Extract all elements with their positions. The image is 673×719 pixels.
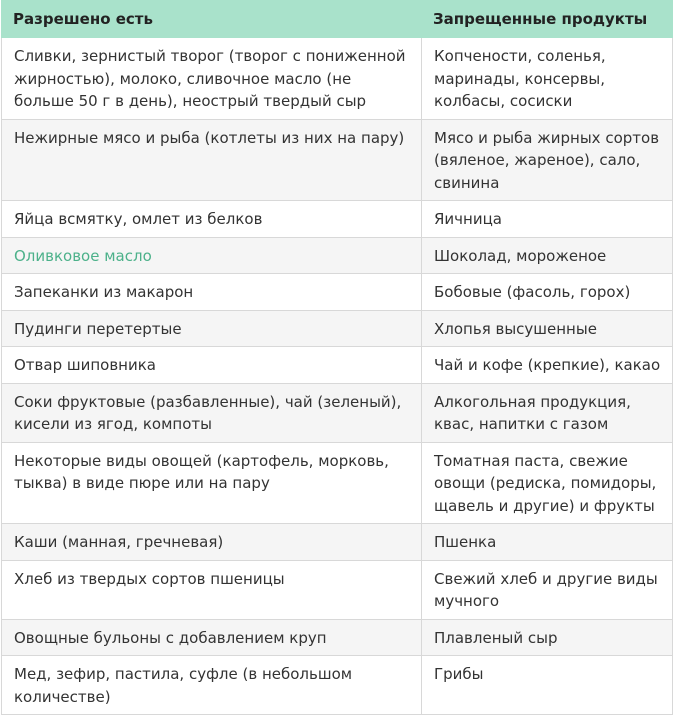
forbidden-cell: Пшенка bbox=[422, 524, 673, 561]
table-row bbox=[2, 201, 673, 238]
table-row bbox=[2, 237, 673, 274]
allowed-cell: Запеканки из макарон bbox=[2, 274, 422, 311]
header-forbidden: Запрещенные продукты bbox=[422, 1, 673, 38]
allowed-cell: Сливки, зернистый творог (творог с пониженной жирностью), молоко, сливочное масло (не больше 50 г в день), неострый твердый сыр bbox=[2, 38, 422, 120]
allowed-cell: Яйца всмятку, омлет из белков bbox=[2, 201, 422, 238]
allowed-cell: Соки фруктовые (разбавленные), чай (зеленый), кисели из ягод, компоты bbox=[2, 383, 422, 442]
forbidden-cell: Алкогольная продукция, квас, напитки с газом bbox=[422, 383, 673, 442]
table-row bbox=[2, 274, 673, 311]
forbidden-cell: Шоколад, мороженое bbox=[422, 237, 673, 274]
allowed-cell: Мед, зефир, пастила, суфле (в небольшом количестве) bbox=[2, 656, 422, 715]
table-row bbox=[2, 619, 673, 656]
forbidden-cell: Чай и кофе (крепкие), какао bbox=[422, 347, 673, 384]
forbidden-cell: Томатная паста, свежие овощи (редиска, помидоры, щавель и другие) и фрукты bbox=[422, 442, 673, 524]
olive-oil-link[interactable]: Оливковое масло bbox=[14, 246, 152, 265]
forbidden-cell: Свежий хлеб и другие виды мучного bbox=[422, 560, 673, 619]
forbidden-cell: Яичница bbox=[422, 201, 673, 238]
forbidden-cell: Бобовые (фасоль, горох) bbox=[422, 274, 673, 311]
forbidden-cell: Плавленый сыр bbox=[422, 619, 673, 656]
diet-table bbox=[1, 0, 673, 715]
allowed-cell: Каши (манная, гречневая) bbox=[2, 524, 422, 561]
table-header-row bbox=[2, 1, 673, 38]
table-row bbox=[2, 38, 673, 120]
forbidden-cell: Грибы bbox=[422, 656, 673, 715]
forbidden-cell: Копчености, соленья, маринады, консервы, колбасы, сосиски bbox=[422, 38, 673, 120]
table-row bbox=[2, 383, 673, 442]
allowed-cell: Отвар шиповника bbox=[2, 347, 422, 384]
table-row bbox=[2, 119, 673, 201]
forbidden-cell: Хлопья высушенные bbox=[422, 310, 673, 347]
allowed-cell: Хлеб из твердых сортов пшеницы bbox=[2, 560, 422, 619]
allowed-cell: Пудинги перетертые bbox=[2, 310, 422, 347]
header-allowed: Разрешено есть bbox=[2, 1, 422, 38]
table-row bbox=[2, 310, 673, 347]
allowed-cell bbox=[2, 237, 422, 274]
table-row bbox=[2, 560, 673, 619]
table-row bbox=[2, 524, 673, 561]
table-row bbox=[2, 347, 673, 384]
forbidden-cell: Мясо и рыба жирных сортов (вяленое, жареное), сало, свинина bbox=[422, 119, 673, 201]
table-row bbox=[2, 656, 673, 715]
table-row bbox=[2, 442, 673, 524]
allowed-cell: Овощные бульоны с добавлением круп bbox=[2, 619, 422, 656]
allowed-cell: Некоторые виды овощей (картофель, морковь, тыква) в виде пюре или на пару bbox=[2, 442, 422, 524]
allowed-cell: Нежирные мясо и рыба (котлеты из них на пару) bbox=[2, 119, 422, 201]
